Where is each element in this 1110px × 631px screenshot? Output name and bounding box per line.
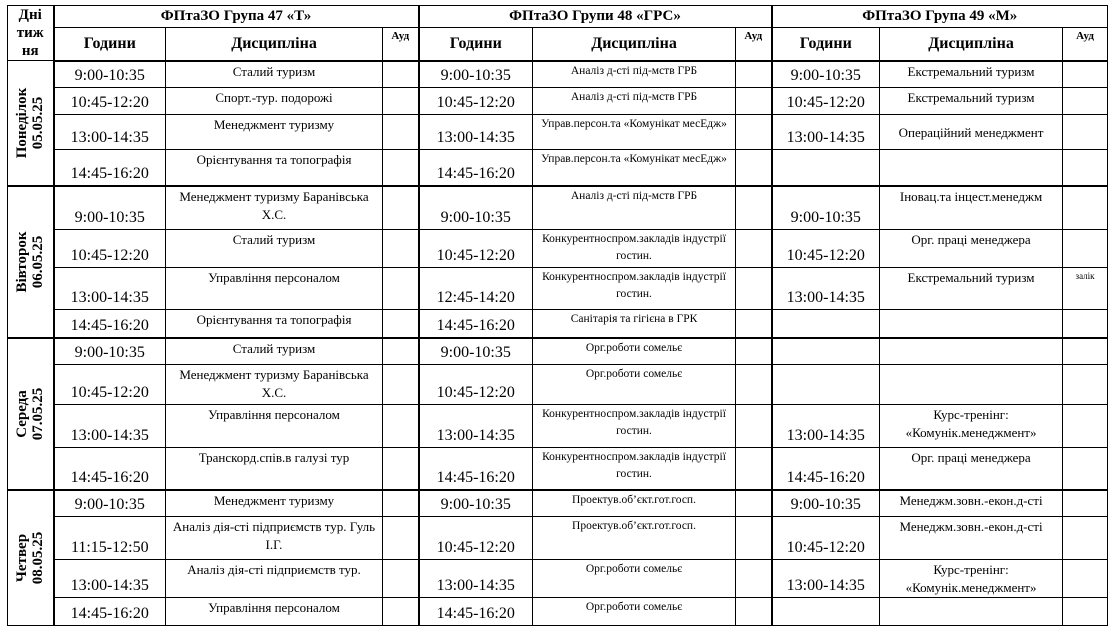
lesson-discipline: Менеджмент туризму Баранівська Х.С. [166,186,383,230]
day-label [14,87,46,158]
day-name: Четвер [14,533,31,582]
lesson-discipline: Менеджмент туризму [166,490,383,517]
lesson-time: 11:15-12:50 [54,517,166,560]
lesson-discipline: Санітарія та гігієна в ГРК [533,310,736,338]
lesson-aud [736,448,772,490]
lesson-aud [736,186,772,230]
schedule-row [8,88,1108,115]
schedule-row [8,230,1108,268]
schedule-row [8,310,1108,338]
lesson-aud [736,88,772,115]
lesson-discipline: Іновац.та інцест.менеджм [880,186,1063,230]
lesson-time [772,338,880,365]
lesson-aud [736,405,772,448]
day-name: Вівторок [14,230,31,293]
lesson-discipline: Проектув.об’єкт.гот.госп. [533,490,736,517]
lesson-aud [736,268,772,310]
lesson-aud [736,310,772,338]
lesson-discipline: Аналіз дія-сті підприємств тур. Гуль І.Г. [166,517,383,560]
lesson-discipline: Аналіз д-сті під-мств ГРБ [533,88,736,115]
lesson-discipline: Екстремальний туризм [880,61,1063,88]
lesson-discipline: Конкурентноспром.закладів індустрії гостин. [533,405,736,448]
lesson-discipline: Транскорд.спів.в галузі тур [166,448,383,490]
lesson-aud [383,61,419,88]
lesson-discipline: Менеджм.зовн.-екон.д-сті [880,490,1063,517]
lesson-discipline: Менеджмент туризму Баранівська Х.С. [166,365,383,405]
lesson-aud [383,365,419,405]
lesson-time: 10:45-12:20 [772,88,880,115]
lesson-aud [383,448,419,490]
lesson-aud [383,310,419,338]
schedule-row [8,365,1108,405]
lesson-time: 10:45-12:20 [772,230,880,268]
lesson-time: 13:00-14:35 [772,560,880,598]
day-cell [8,490,54,626]
column-header-row [8,27,1108,60]
schedule-row [8,517,1108,560]
lesson-time [772,598,880,626]
lesson-discipline [880,150,1063,186]
lesson-discipline: Орг.роботи сомельє [533,560,736,598]
lesson-aud [736,150,772,186]
lesson-discipline [880,338,1063,365]
lesson-time: 13:00-14:35 [419,405,533,448]
schedule-row [8,268,1108,310]
schedule-body [8,61,1108,626]
lesson-time: 13:00-14:35 [419,115,533,150]
schedule-row [8,405,1108,448]
lesson-time: 10:45-12:20 [419,88,533,115]
lesson-discipline: Сталий туризм [166,61,383,88]
lesson-discipline: Орг.роботи сомельє [533,598,736,626]
lesson-aud [383,230,419,268]
lesson-discipline: Аналіз дія-сті підприємств тур. [166,560,383,598]
schedule-row [8,115,1108,150]
lesson-discipline: Аналіз д-сті під-мств ГРБ [533,61,736,88]
lesson-discipline: Аналіз д-сті під-мств ГРБ [533,186,736,230]
schedule-row [8,490,1108,517]
group-48-header: ФПтаЗО Групи 48 «ГРС» [419,6,772,28]
group-header-row [8,6,1108,28]
lesson-aud [383,405,419,448]
discipline-header: Дисципліна [533,27,736,60]
lesson-time: 14:45-16:20 [54,598,166,626]
lesson-time: 10:45-12:20 [54,230,166,268]
days-of-week-header [8,6,54,61]
day-name: Середа [14,389,31,438]
lesson-aud [383,268,419,310]
lesson-aud [1063,88,1108,115]
lesson-aud [383,115,419,150]
lesson-time: 9:00-10:35 [772,490,880,517]
lesson-discipline: Екстремальний туризм [880,268,1063,310]
lesson-aud [736,598,772,626]
lesson-time: 10:45-12:20 [419,230,533,268]
day-label [14,231,46,292]
lesson-time: 10:45-12:20 [54,88,166,115]
lesson-time: 13:00-14:35 [419,560,533,598]
lesson-discipline: Управління персоналом [166,268,383,310]
aud-header: Ауд [1063,27,1108,60]
schedule-row [8,448,1108,490]
lesson-aud [736,230,772,268]
lesson-discipline: Орг.роботи сомельє [533,365,736,405]
lesson-time: 13:00-14:35 [54,405,166,448]
hours-header: Години [419,27,533,60]
day-date: 06.05.25 [30,235,47,288]
days-label-line2: тиж [16,25,44,41]
aud-header: Ауд [383,27,419,60]
day-cell [8,61,54,186]
lesson-time: 10:45-12:20 [54,365,166,405]
lesson-discipline: Управління персоналом [166,598,383,626]
lesson-aud [1063,490,1108,517]
lesson-time: 9:00-10:35 [54,490,166,517]
lesson-discipline: Орієнтування та топографія [166,150,383,186]
lesson-time: 14:45-16:20 [419,150,533,186]
hours-header: Години [772,27,880,60]
lesson-time: 13:00-14:35 [54,115,166,150]
lesson-time [772,365,880,405]
lesson-discipline: Орг.роботи сомельє [533,338,736,365]
lesson-aud [1063,365,1108,405]
lesson-time: 9:00-10:35 [54,61,166,88]
lesson-time: 10:45-12:20 [419,517,533,560]
lesson-aud [1063,517,1108,560]
lesson-time: 9:00-10:35 [54,338,166,365]
lesson-aud [383,490,419,517]
lesson-aud [1063,598,1108,626]
lesson-time: 13:00-14:35 [54,268,166,310]
lesson-time: 14:45-16:20 [54,150,166,186]
lesson-aud: залік [1063,268,1108,310]
lesson-aud [1063,560,1108,598]
lesson-aud [736,338,772,365]
schedule-row [8,338,1108,365]
lesson-aud [736,517,772,560]
lesson-aud [1063,61,1108,88]
lesson-discipline: Конкурентноспром.закладів індустрії гостин. [533,230,736,268]
group-47-header: ФПтаЗО Група 47 «Т» [54,6,419,28]
lesson-time: 9:00-10:35 [54,186,166,230]
lesson-discipline: Сталий туризм [166,338,383,365]
lesson-aud [1063,115,1108,150]
group-49-header: ФПтаЗО Група 49 «М» [772,6,1108,28]
schedule-row [8,598,1108,626]
day-name: Понеділок [14,87,31,159]
day-date: 08.05.25 [30,531,47,584]
lesson-discipline: Менеджмент туризму [166,115,383,150]
lesson-aud [383,560,419,598]
lesson-time: 13:00-14:35 [772,405,880,448]
day-cell [8,338,54,490]
schedule-row [8,150,1108,186]
lesson-aud [383,186,419,230]
lesson-discipline [880,365,1063,405]
lesson-time: 13:00-14:35 [54,560,166,598]
lesson-aud [1063,230,1108,268]
lesson-time [772,150,880,186]
lesson-discipline: Орг. праці менеджера [880,230,1063,268]
lesson-aud [1063,338,1108,365]
lesson-aud [736,560,772,598]
lesson-aud [736,61,772,88]
lesson-discipline: Екстремальний туризм [880,88,1063,115]
lesson-discipline: Орг. праці менеджера [880,448,1063,490]
lesson-discipline: Курс-тренінг: «Комунік.менеджмент» [880,560,1063,598]
lesson-aud [383,517,419,560]
lesson-time: 9:00-10:35 [419,338,533,365]
lesson-aud [1063,150,1108,186]
lesson-discipline: Управління персоналом [166,405,383,448]
lesson-discipline: Орієнтування та топографія [166,310,383,338]
lesson-discipline: Операційний менеджмент [880,115,1063,150]
lesson-time: 10:45-12:20 [419,365,533,405]
lesson-discipline: Управ.персон.та «Комунікат месЕдж» [533,115,736,150]
lesson-discipline [880,310,1063,338]
lesson-time [772,310,880,338]
lesson-time: 9:00-10:35 [419,186,533,230]
lesson-discipline: Проектув.об’єкт.гот.госп. [533,517,736,560]
lesson-aud [383,88,419,115]
lesson-time: 14:45-16:20 [54,310,166,338]
lesson-discipline: Курс-тренінг: «Комунік.менеджмент» [880,405,1063,448]
lesson-time: 14:45-16:20 [54,448,166,490]
day-label [14,532,46,585]
hours-header: Години [54,27,166,60]
lesson-time: 9:00-10:35 [419,61,533,88]
schedule-row [8,560,1108,598]
lesson-time: 14:45-16:20 [419,310,533,338]
day-label [14,387,46,440]
lesson-aud [383,338,419,365]
lesson-discipline: Управ.персон.та «Комунікат месЕдж» [533,150,736,186]
schedule-document [7,5,1108,626]
lesson-discipline: Конкурентноспром.закладів індустрії гостин. [533,448,736,490]
days-label-line3: ня [21,43,39,59]
lesson-time: 14:45-16:20 [419,598,533,626]
lesson-time: 9:00-10:35 [419,490,533,517]
lesson-time: 9:00-10:35 [772,61,880,88]
lesson-time: 9:00-10:35 [772,186,880,230]
discipline-header: Дисципліна [880,27,1063,60]
lesson-discipline: Конкурентноспром.закладів індустрії гостин. [533,268,736,310]
lesson-time: 13:00-14:35 [772,268,880,310]
lesson-aud [1063,405,1108,448]
lesson-aud [1063,186,1108,230]
lesson-time: 13:00-14:35 [772,115,880,150]
lesson-aud [383,598,419,626]
day-date: 05.05.25 [30,96,47,149]
lesson-time: 14:45-16:20 [419,448,533,490]
lesson-aud [383,150,419,186]
lesson-time: 14:45-16:20 [772,448,880,490]
lesson-aud [1063,448,1108,490]
discipline-header: Дисципліна [166,27,383,60]
schedule-row [8,186,1108,230]
aud-header: Ауд [736,27,772,60]
lesson-aud [736,115,772,150]
schedule-table [7,5,1108,626]
lesson-discipline: Менеджм.зовн.-екон.д-сті [880,517,1063,560]
lesson-aud [736,365,772,405]
lesson-aud [1063,310,1108,338]
lesson-discipline [880,598,1063,626]
days-label-line1: Дні [18,7,42,23]
day-date: 07.05.25 [30,387,47,440]
lesson-discipline: Спорт.-тур. подорожі [166,88,383,115]
schedule-row [8,61,1108,88]
day-cell [8,186,54,338]
lesson-aud [736,490,772,517]
lesson-time: 12:45-14:20 [419,268,533,310]
lesson-discipline: Сталий туризм [166,230,383,268]
lesson-time: 10:45-12:20 [772,517,880,560]
